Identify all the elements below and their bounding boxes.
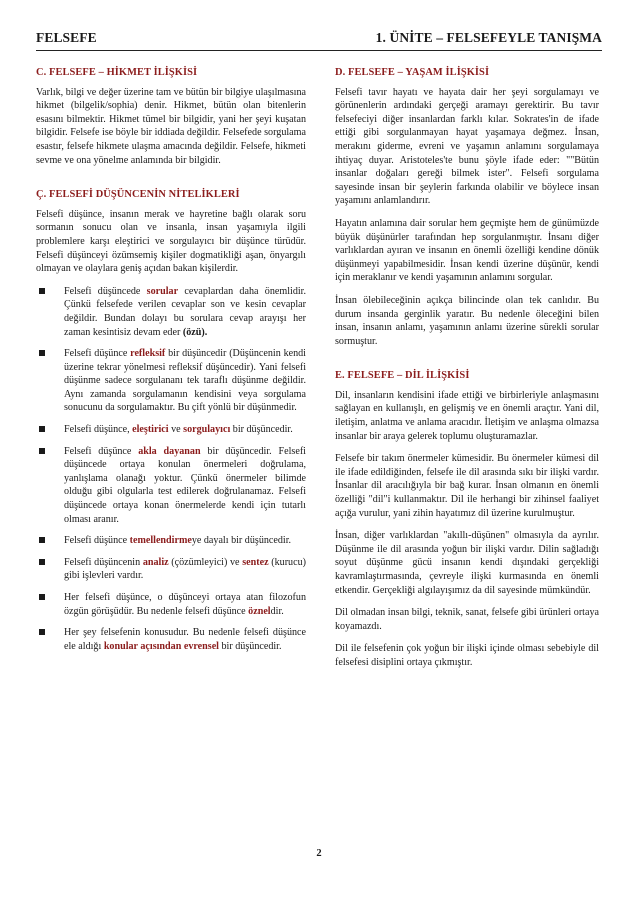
section-e-paragraph-4: Dil olmadan insan bilgi, teknik, sanat, felsefe gibi ürünleri ortaya koyamazdı. bbox=[335, 607, 599, 632]
bullet-text: Felsefi düşünce bbox=[64, 348, 131, 360]
list-item bbox=[36, 591, 306, 618]
bullet-text: Felsefi düşünce bbox=[64, 535, 130, 547]
section-c-text: Varlık, bilgi ve değer üzerine tam ve bütün bir bilgiye ulaşılmasına hikmet (bilgelik/sophia) denir. Hikmet, bütün olan bitenlerin esasını bilmektir. Hikmet tümel bir bilgidir, yani her şeyi kuşatan bilgidir. Felsefe ise böyle bir iddiada değildir. Felsefede sorgulama esastır, felsefe hikmete ulaşma amacında değildir. Felsefe, hikmeti sevme ve ona yönelme anlamında bir bilgidir. bbox=[36, 86, 306, 166]
page-number: 2 bbox=[316, 848, 322, 859]
section-e-paragraph-5: Dil ile felsefenin çok yoğun bir ilişki içinde olması sebebiyle dil felsefesi disiplini ortaya çıkmıştır. bbox=[335, 643, 599, 668]
list-item bbox=[36, 445, 306, 527]
highlighted-term: akla dayanan bbox=[138, 445, 201, 457]
highlighted-term: konular açısından evrensel bbox=[103, 640, 219, 652]
square-bullet-icon bbox=[39, 350, 45, 356]
bullet-text: Felsefi düşünce, bbox=[64, 424, 133, 436]
section-e-paragraph-3: İnsan, diğer varlıklardan "akıllı-düşünen" olmasıyla da ayrılır. Düşünme ile dil arasında yoğun bir ilişki vardır. Dilin sağladığı soyut düşünme gücü insanın kendi dışındaki gerçekliği kavramlaştırmasında, çevreyle ilişki kurmasında en önemli etkendir. Gerçekliği algılayışımız da dil sayesinde mümkündür. bbox=[335, 530, 599, 596]
list-item bbox=[36, 285, 306, 339]
section-cc-title: Ç. FELSEFİ DÜŞÜNCENİN NİTELİKLERİ bbox=[36, 189, 240, 201]
left-column bbox=[36, 66, 306, 661]
section-d-paragraph-3: İnsan ölebileceğinin açıkça bilincinde olan tek canlıdır. Bu durum insanda gerginlik yaratır. Bu nedenle öleceğini bilen insan, insanın anlamı, yaşamının anlamı üzerine sürekli sorular sormuştur. bbox=[335, 294, 599, 347]
square-bullet-icon bbox=[39, 426, 45, 432]
bullet-text: bir düşüncedir. Felsefi düşüncede ortaya konulan önermeleri doğrulama, yanlışlama olanağı yoktur. Çünkü önermeler bilimde olduğu gibi olgularla test edilerek doğrulanamaz. Felsefi düşüncede ortaya konan önermelerde kendi için tutarlı olması aranır. bbox=[64, 445, 306, 525]
highlighted-term: eleştirici bbox=[132, 424, 169, 436]
section-cc-text: Felsefi düşünce, insanın merak ve hayretine bağlı olarak soru sormanın sonucu olan ve insanla, insan yaşamıyla ilgili problemlere karşı eleştirici ve sorgulayıcı bir düşünce türüdür. Felsefi düşünceyi özümsemiş kişiler dogmatikliği aşan, önyargılı olmayan ve olaylara geniş açıdan bakan kişilerdir. bbox=[36, 208, 306, 275]
header-subject: FELSEFE bbox=[36, 30, 97, 45]
bullet-text: dir. bbox=[270, 605, 284, 617]
bullet-text: Her şey felsefenin konusudur. Bu nedenle felsefi düşünce ele aldığı bbox=[64, 627, 306, 652]
highlighted-term: sentez bbox=[242, 556, 269, 568]
section-e-paragraph-2: Felsefe bir takım önermeler kümesidir. Bu önermeler kümesi dil ile ifade edildiğinden, felsefe ile dil arasında sıkı bir ilişki vardır. İnsanlar dil aracılığıyla bir bağ kurar. İnsan olmanın en önemli özelliği "dil"i kullanmaktır. Dil ile herhangi bir zihinsel faaliyet açığa vurulur, yani zihin hayatımız dil üzerine kurulmuştur. bbox=[335, 453, 599, 519]
section-e-paragraph-1: Dil, insanların kendisini ifade ettiği ve birbirleriyle anlaşmasını sağlayan en kullanışlı, en gelişmiş ve en önemli araçtır. Yani dil, iletişim, anlatma ve anlama aracıdır. İletişim ve anlaşma olmazsa insanlar bir araya gelerek toplumu oluşturamazlar. bbox=[335, 389, 599, 442]
list-item bbox=[36, 556, 306, 583]
section-d-paragraph-1: Felsefi tavır hayatı ve hayata dair her şeyi sorgulamayı ve görünenlerin ardındaki gerçeği aramayı gerektirir. Bu tavır felsefeciyi diğer insanlardan farklı kılar. Sokrates'in de ifade ettiği gibi sorgulanmayan hayat yaşamaya değmez. İnsan, merakını giderme, evreni ve yaşamın anlamını sorgulamaya ihtiyaç duyar. Aristoteles'te bunu şöyle ifade eder: ""Bütün insanlar doğaları gereği bilmek ister". Felsefi sorgulama sayesinde insan bir şeylerin farkında olabilir ve böylece insan yaşamını anlamlandırır. bbox=[335, 86, 599, 207]
highlighted-term: refleksif bbox=[130, 348, 166, 360]
bullet-text: bir düşüncedir (Düşüncenin kendi üzerine tekrar yönelmesi refleksif düşüncedir). Yani felsefi düşünme sadece sorgulananı tek taraflı düşünme değildir. Aynı zamanda sorgulamanın kendisini veya sorgulama sonucunu da sorgulamaktır. Bu çift yönlü bir düşünmedir. bbox=[64, 348, 306, 414]
section-e-title: E. FELSEFE – DİL İLİŞKİSİ bbox=[335, 370, 470, 382]
section-c-title: C. FELSEFE – HİKMET İLİŞKİSİ bbox=[36, 67, 198, 78]
bullet-text: ye dayalı bir düşüncedir. bbox=[191, 535, 292, 547]
bullet-text: cevaplardan daha önemlidir. Çünkü felsefede verilen cevaplar son ve kesin cevaplar değildir. Bundan dolayı bu sorulara cevap arayışı her zaman kesintisiz devam eder bbox=[64, 285, 306, 338]
square-bullet-icon bbox=[39, 629, 45, 635]
square-bullet-icon bbox=[39, 559, 45, 565]
bullet-text: Her felsefi düşünce, o düşünceyi ortaya atan filozofun özgün görüşüdür. Bu nedenle felsefi düşünce bbox=[64, 592, 306, 617]
bullet-text: Felsefi düşünce bbox=[64, 445, 139, 457]
right-column bbox=[335, 66, 599, 679]
header-divider bbox=[36, 50, 602, 51]
square-bullet-icon bbox=[39, 288, 45, 294]
bullet-text: ve bbox=[168, 424, 184, 436]
list-item bbox=[36, 534, 306, 548]
bullet-text: Felsefi düşüncenin bbox=[64, 556, 143, 568]
section-d-title: D. FELSEFE – YAŞAM İLİŞKİSİ bbox=[335, 67, 490, 78]
highlighted-term: analiz bbox=[142, 556, 169, 568]
page-header bbox=[36, 30, 602, 46]
square-bullet-icon bbox=[39, 594, 45, 600]
bold-text: (özü). bbox=[182, 326, 208, 338]
bullet-text: (kurucu) gibi işlevleri vardır. bbox=[64, 556, 306, 582]
bullet-text: bir düşüncedir. bbox=[218, 640, 282, 652]
bullet-text: bir düşüncedir. bbox=[230, 424, 293, 436]
highlighted-term: öznel bbox=[248, 605, 271, 617]
list-item bbox=[36, 347, 306, 415]
qualities-list bbox=[36, 285, 306, 654]
section-d-paragraph-2: Hayatın anlamına dair sorular hem geçmişte hem de günümüzde büyük düşünürler tarafından hep sorgulanmıştır. İnsanı diğer varlıklardan ayıran ve insanın en önemli özelliği kendine dönük düşünmeyi yapabilmesidir. İnsan kendi üzerine düşünür, kendi için meraklanır ve kendi yaşamının anlamını sorgular. bbox=[335, 217, 599, 284]
highlighted-term: sorgulayıcı bbox=[183, 424, 231, 436]
bullet-text: Felsefi düşüncede bbox=[64, 285, 147, 297]
highlighted-term: sorular bbox=[146, 285, 179, 297]
bullet-text: (çözümleyici) ve bbox=[168, 556, 243, 568]
highlighted-term: temellendirme bbox=[129, 535, 192, 547]
list-item bbox=[36, 626, 306, 653]
square-bullet-icon bbox=[39, 537, 45, 543]
header-unit-title: 1. ÜNİTE – FELSEFEYLE TANIŞMA bbox=[375, 30, 602, 45]
square-bullet-icon bbox=[39, 448, 45, 454]
list-item bbox=[36, 423, 306, 437]
